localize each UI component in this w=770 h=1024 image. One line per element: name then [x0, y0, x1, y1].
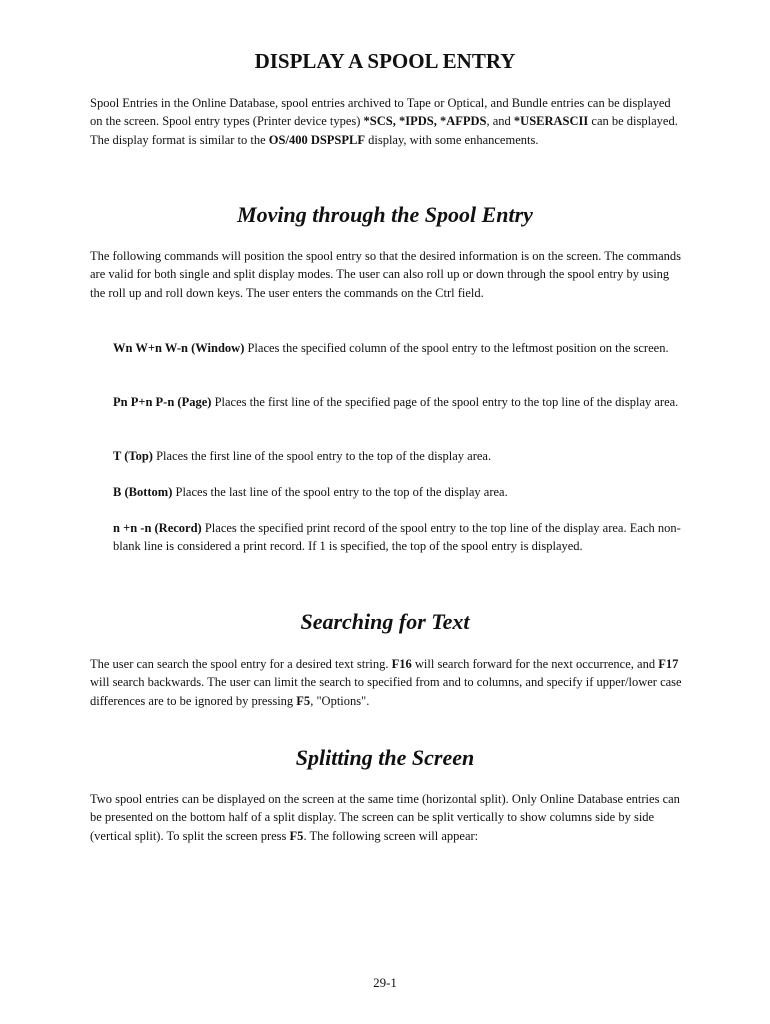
intro-paragraph	[90, 94, 684, 149]
command-text: Places the specified print record of the spool entry to the top line of the display area. Each non-blank line is considered a print record. If 1 is specified, the top of the spool entry is displayed.	[113, 521, 681, 554]
intro-dspsplf: OS/400 DSPSPLF	[268, 132, 365, 147]
command-text: Places the first line of the spool entry to the top of the display area.	[152, 449, 492, 463]
intro-device-types: *SCS, *IPDS, *AFPDS	[363, 114, 487, 129]
command-bottom	[113, 483, 684, 501]
command-label: B (Bottom)	[113, 485, 173, 499]
intro-text: can be displayed. The display format is similar to the	[90, 114, 678, 147]
command-text: Places the last line of the spool entry to the top of the display area.	[172, 485, 508, 499]
command-text: Places the first line of the specified page of the spool entry to the top line of the display area.	[211, 395, 679, 409]
intro-userascii: *USERASCII	[513, 114, 589, 129]
moving-paragraph: The following commands will position the spool entry so that the desired information is on the screen. The commands are valid for both single and split display modes. The user can also roll up or down through the spool entry by using the roll up and roll down keys. The user enters the commands on the Ctrl field.	[90, 249, 681, 300]
command-top	[113, 447, 684, 465]
intro-text: , and	[486, 114, 514, 129]
searching-paragraph	[90, 655, 684, 710]
intro-text: display, with some enhancements.	[365, 132, 539, 147]
splitting-text: . The following screen will appear:	[303, 828, 479, 843]
page-number: 29-1	[373, 975, 397, 990]
command-label: Pn P+n P-n (Page)	[113, 395, 212, 409]
searching-text: will search forward for the next occurrence, and	[411, 657, 659, 671]
section-heading-moving: Moving through the Spool Entry	[237, 202, 533, 227]
key-f16: F16	[391, 657, 412, 671]
key-f5: F5	[289, 828, 304, 843]
command-label: T (Top)	[113, 449, 153, 463]
command-window	[113, 339, 684, 357]
command-text: Places the specified column of the spool entry to the leftmost position on the screen.	[244, 341, 669, 355]
section-heading-splitting: Splitting the Screen	[295, 745, 475, 770]
command-label: Wn W+n W-n (Window)	[113, 341, 245, 355]
command-label: n +n -n (Record)	[113, 521, 202, 535]
searching-text: The user can search the spool entry for a desired text string.	[90, 657, 392, 671]
command-page	[113, 393, 684, 411]
command-record	[113, 519, 684, 556]
splitting-text: Two spool entries can be displayed on the screen at the same time (horizontal split). Only Online Database entries can be presented on the bottom half of a split display. The screen can be split vertically to show columns side by side (vertical split). To split the screen press	[90, 792, 680, 843]
intro-text: Spool Entries in the Online Database, spool entries archived to Tape or Optical, and Bundle entries can be displayed on the screen. Spool entry types (Printer device types)	[90, 96, 671, 129]
splitting-paragraph	[90, 790, 684, 845]
section-heading-searching: Searching for Text	[300, 609, 470, 634]
key-f17: F17	[658, 657, 679, 671]
key-f5: F5	[296, 693, 311, 708]
page-title: DISPLAY A SPOOL ENTRY	[254, 49, 516, 73]
searching-text: will search backwards. The user can limit the search to specified from and to columns, and specify if upper/lower case differences are to be ignored by pressing	[90, 675, 682, 708]
searching-text: , "Options".	[310, 693, 370, 708]
